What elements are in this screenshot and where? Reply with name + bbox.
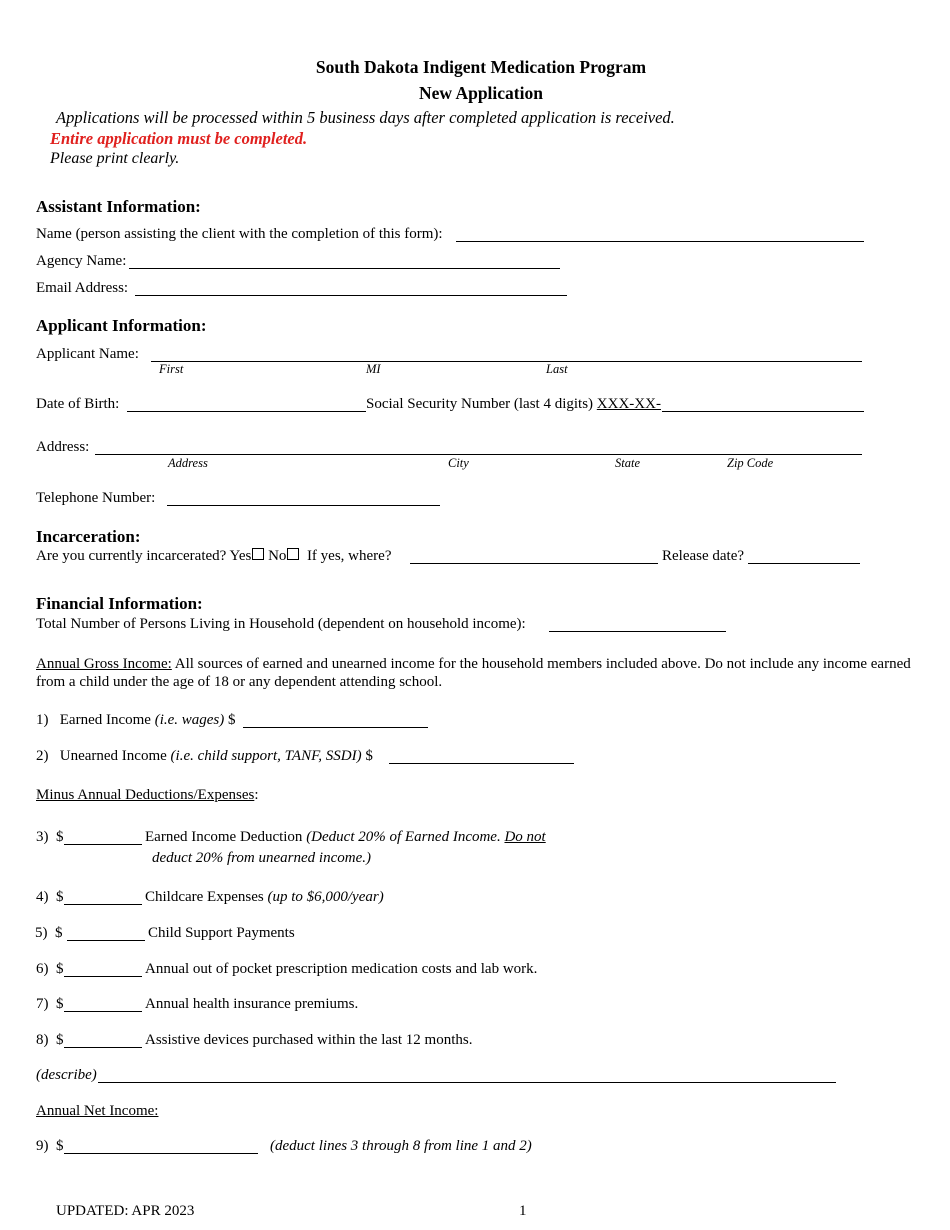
item3-note-a: (Deduct 20% of Earned Income.: [306, 829, 501, 845]
item9-note: (deduct lines 3 through 8 from line 1 and 2): [270, 1138, 532, 1154]
item1-number: 1): [36, 712, 49, 728]
phone-field[interactable]: [167, 505, 440, 506]
address-label: Address:: [36, 439, 90, 455]
item3-label: Earned Income Deduction: [145, 829, 303, 845]
form-subtitle: New Application: [419, 83, 543, 103]
agency-name-field[interactable]: [129, 268, 560, 269]
item7-number: 7): [36, 996, 49, 1012]
item8-number: 8): [36, 1032, 49, 1048]
addr-city-caption: City: [448, 456, 469, 470]
item8-label: Assistive devices purchased within the last 12 months.: [145, 1032, 473, 1048]
name-last-caption: Last: [546, 362, 568, 376]
no-checkbox[interactable]: [287, 548, 299, 560]
applicant-heading: Applicant Information:: [36, 316, 207, 335]
item3-prefix: [36, 829, 64, 846]
address-field[interactable]: [95, 454, 862, 455]
item4-dollar: $: [56, 889, 64, 905]
item3-dollar: $: [56, 829, 64, 845]
describe-field[interactable]: [98, 1082, 836, 1083]
ssn-field[interactable]: [662, 411, 864, 412]
item4-text: [145, 889, 384, 906]
item2-dollar: $: [365, 748, 373, 764]
yes-checkbox[interactable]: [252, 548, 264, 560]
footer-updated: UPDATED: APR 2023: [56, 1203, 195, 1219]
item5-field[interactable]: [67, 940, 145, 941]
item6-prefix: [36, 961, 64, 978]
item8-prefix: [36, 1032, 64, 1049]
form-title: South Dakota Indigent Medication Program: [315, 57, 647, 77]
item4-prefix: [36, 889, 64, 906]
gross-income-paragraph: [36, 655, 916, 691]
item1-dollar: $: [228, 712, 236, 728]
applicant-name-field[interactable]: [151, 361, 862, 362]
print-clearly-note: Please print clearly.: [50, 150, 180, 167]
net-income-field[interactable]: [64, 1153, 258, 1154]
deductions-colon: :: [254, 787, 259, 803]
item7-field[interactable]: [64, 1011, 142, 1012]
applicant-name-label: Applicant Name:: [36, 346, 139, 362]
item5-prefix: [35, 925, 63, 942]
item9-prefix: [36, 1138, 64, 1155]
ssn-label: [366, 396, 661, 413]
item9-number: 9): [36, 1138, 49, 1154]
item4-label: Childcare Expenses: [145, 889, 264, 905]
yes-label: Yes: [229, 548, 252, 564]
agency-name-label: Agency Name:: [36, 253, 127, 269]
unearned-income-field[interactable]: [389, 763, 574, 764]
item3-note-b: Do not: [504, 829, 546, 845]
earned-income-row: [36, 712, 236, 729]
item3-number: 3): [36, 829, 49, 845]
item8-dollar: $: [56, 1032, 64, 1048]
incarceration-heading: Incarceration:: [36, 527, 141, 546]
email-label: Email Address:: [36, 280, 129, 296]
deductions-title: Minus Annual Deductions/Expenses: [36, 787, 255, 803]
where-label: If yes, where?: [306, 548, 392, 564]
item5-label: Child Support Payments: [148, 925, 295, 941]
item4-number: 4): [36, 889, 49, 905]
item4-note: (up to $6,000/year): [267, 889, 384, 905]
item6-field[interactable]: [64, 976, 142, 977]
unearned-income-row: [36, 748, 373, 765]
incarceration-question: Are you currently incarcerated?: [36, 548, 227, 564]
item2-number: 2): [36, 748, 49, 764]
household-persons-field[interactable]: [549, 631, 726, 632]
assistant-name-label: Name (person assisting the client with the completion of this form):: [36, 226, 443, 242]
net-income-title: Annual Net Income:: [36, 1103, 159, 1119]
ssn-label-text: Social Security Number (last 4 digits): [366, 396, 594, 412]
addr-zip-caption: Zip Code: [727, 456, 774, 470]
household-persons-label: Total Number of Persons Living in Household (dependent on household income):: [36, 616, 526, 632]
name-mi-caption: MI: [366, 362, 381, 376]
ssn-prefix: XXX-XX-: [596, 396, 661, 412]
financial-heading: Financial Information:: [36, 594, 203, 613]
completion-warning: Entire application must be completed.: [50, 129, 308, 148]
phone-label: Telephone Number:: [36, 490, 156, 506]
item2-note: (i.e. child support, TANF, SSDI): [170, 748, 362, 764]
item3-text: [145, 829, 546, 846]
item7-label: Annual health insurance premiums.: [145, 996, 359, 1012]
item7-prefix: [36, 996, 64, 1013]
dob-label: Date of Birth:: [36, 396, 120, 412]
item7-dollar: $: [56, 996, 64, 1012]
item4-field[interactable]: [64, 904, 142, 905]
item3-field[interactable]: [64, 844, 142, 845]
no-label: No: [268, 548, 287, 564]
email-field[interactable]: [135, 295, 567, 296]
item2-label: Unearned Income: [59, 748, 167, 764]
release-date-field[interactable]: [748, 563, 860, 564]
item8-field[interactable]: [64, 1047, 142, 1048]
deductions-title-row: [36, 787, 259, 804]
describe-label: (describe): [36, 1067, 97, 1083]
item5-dollar: $: [55, 925, 63, 941]
gross-income-description: All sources of earned and unearned income for the household members included above. Do not include any income earned from a child under the age of 18 or any dependent attending school.: [36, 656, 911, 690]
gross-income-title: Annual Gross Income:: [36, 656, 172, 672]
name-first-caption: First: [159, 362, 184, 376]
addr-address-caption: Address: [168, 456, 208, 470]
incarceration-where-field[interactable]: [410, 563, 658, 564]
item6-number: 6): [36, 961, 49, 977]
assistant-heading: Assistant Information:: [36, 197, 201, 216]
item9-dollar: $: [56, 1138, 64, 1154]
page-number: 1: [519, 1203, 527, 1219]
addr-state-caption: State: [615, 456, 640, 470]
earned-income-field[interactable]: [243, 727, 428, 728]
incarceration-question-row: [36, 548, 391, 565]
item6-dollar: $: [56, 961, 64, 977]
item1-note: (i.e. wages): [154, 712, 225, 728]
item5-number: 5): [35, 925, 48, 941]
item1-label: Earned Income: [59, 712, 151, 728]
item3-note-c: deduct 20% from unearned income.): [152, 850, 371, 866]
dob-field[interactable]: [127, 411, 366, 412]
release-date-label: Release date?: [662, 548, 745, 564]
processing-note: Applications will be processed within 5 business days after completed application is received.: [56, 108, 675, 127]
assistant-name-field[interactable]: [456, 241, 864, 242]
item6-label: Annual out of pocket prescription medication costs and lab work.: [145, 961, 538, 977]
